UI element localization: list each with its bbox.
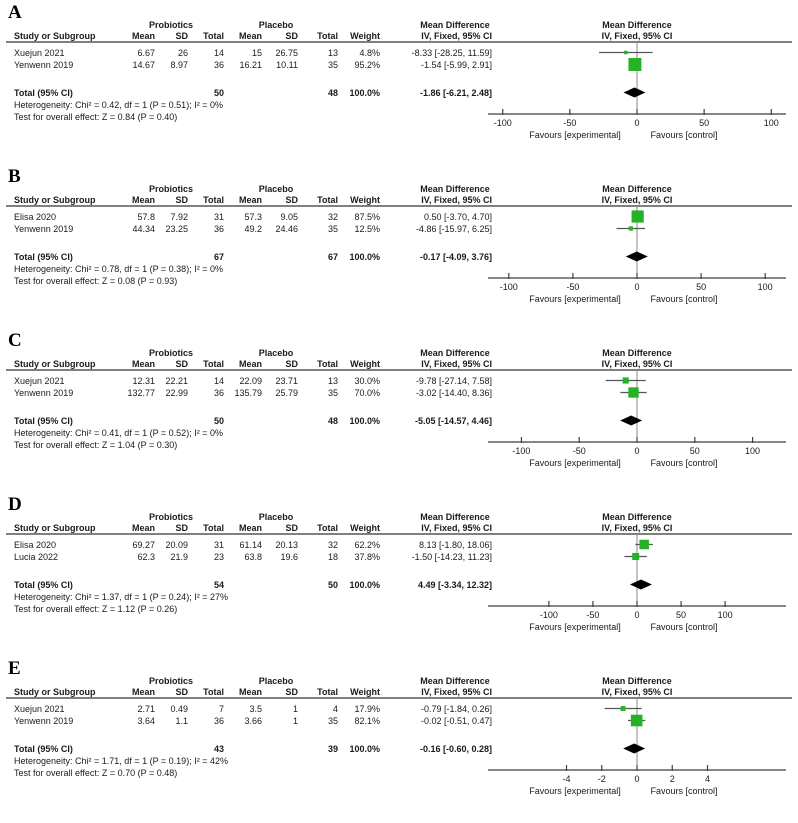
study-name: Lucia 2022 [14,552,59,562]
axis-tick-label: -50 [563,118,577,128]
study-ci-text: 0.50 [-3.70, 4.70] [423,212,492,222]
col-header-total1: Total [203,359,224,369]
panel-b-forest-plot [0,166,798,330]
study-mean-placebo: 57.3 [244,212,262,222]
study-weight: 4.8% [359,48,380,58]
col-group-effect: Mean Difference [420,184,490,194]
col-group-placebo: Placebo [258,20,294,30]
total-ci-text: -0.16 [-0.60, 0.28] [419,744,492,754]
study-total-placebo: 4 [332,704,338,714]
study-total-placebo: 35 [327,60,338,70]
plot-subtitle: IV, Fixed, 95% CI [601,195,673,205]
effect-square [629,226,633,230]
col-header-total1: Total [203,195,224,205]
col-header-weight: Weight [350,359,380,369]
col-header-study: Study or Subgroup [14,195,96,205]
study-sd-probiotics: 0.49 [170,704,188,714]
overall-effect-text: Test for overall effect: Z = 0.70 (P = 0.48) [14,768,178,778]
total-weight: 100.0% [349,580,380,590]
plot-subtitle: IV, Fixed, 95% CI [601,359,673,369]
plot-title: Mean Difference [602,184,672,194]
col-header-total2: Total [317,31,338,41]
study-mean-probiotics: 57.8 [137,212,155,222]
study-total-placebo: 35 [327,388,338,398]
total-diamond [626,252,648,262]
effect-square [631,715,643,727]
study-mean-probiotics: 132.77 [127,388,155,398]
effect-square [624,51,628,55]
axis-tick-label: 2 [669,774,675,784]
study-sd-probiotics: 8.97 [170,60,188,70]
axis-tick-label: -50 [586,610,600,620]
overall-effect-text: Test for overall effect: Z = 1.04 (P = 0.30) [14,440,178,450]
axis-tick-label: 50 [699,118,710,128]
study-sd-placebo: 1 [292,704,298,714]
axis-tick-label: 100 [757,282,773,292]
col-header-mean2: Mean [238,523,262,533]
study-sd-placebo: 9.05 [280,212,298,222]
heterogeneity-text: Heterogeneity: Chi² = 1.37, df = 1 (P = 0.24); I² = 27% [14,592,228,602]
axis-tick-label: -50 [572,446,586,456]
study-sd-probiotics: 1.1 [175,716,188,726]
col-group-effect: Mean Difference [420,348,490,358]
study-weight: 62.2% [354,540,380,550]
study-mean-probiotics: 14.67 [132,60,155,70]
plot-title: Mean Difference [602,20,672,30]
col-header-sd1: SD [175,195,188,205]
total-label: Total (95% CI) [14,416,73,426]
total-n-probiotics: 43 [213,744,224,754]
axis-tick-label: 100 [745,446,761,456]
study-ci-text: -0.02 [-0.51, 0.47] [420,716,492,726]
axis-tick-label: 0 [634,610,640,620]
effect-square [632,553,639,560]
study-name: Xuejun 2021 [14,376,65,386]
axis-tick-label: -100 [493,118,512,128]
heterogeneity-text: Heterogeneity: Chi² = 1.71, df = 1 (P = 0.19); I² = 42% [14,756,228,766]
axis-tick-label: 50 [676,610,687,620]
axis-tick-label: 50 [696,282,707,292]
study-name: Yenwenn 2019 [14,388,74,398]
panel-d-label: D [8,494,22,515]
col-group-placebo: Placebo [258,512,294,522]
col-header-mean2: Mean [238,359,262,369]
heterogeneity-text: Heterogeneity: Chi² = 0.78, df = 1 (P = 0.38); I² = 0% [14,264,223,274]
axis-tick-label: -100 [499,282,518,292]
panel-b-label: B [8,166,21,187]
panel-c [0,330,798,494]
col-header-mean1: Mean [131,195,155,205]
col-group-probiotics: Probiotics [148,512,194,522]
study-total-probiotics: 31 [213,540,224,550]
study-sd-placebo: 23.71 [275,376,298,386]
study-total-probiotics: 14 [213,376,224,386]
study-weight: 70.0% [354,388,380,398]
study-mean-placebo: 15 [251,48,262,58]
axis-tick-label: 0 [634,282,640,292]
total-weight: 100.0% [349,88,380,98]
study-total-placebo: 18 [327,552,338,562]
study-sd-probiotics: 7.92 [170,212,188,222]
study-name: Xuejun 2021 [14,48,65,58]
col-header-weight: Weight [350,687,380,697]
effect-square [623,377,629,383]
overall-effect-text: Test for overall effect: Z = 1.12 (P = 0.26) [14,604,178,614]
study-total-placebo: 35 [327,716,338,726]
plot-subtitle: IV, Fixed, 95% CI [601,687,673,697]
favours-experimental-label: Favours [experimental] [529,458,621,468]
study-name: Yenwenn 2019 [14,716,74,726]
study-mean-placebo: 49.2 [244,224,262,234]
effect-square [632,210,644,222]
study-total-probiotics: 14 [213,48,224,58]
study-weight: 12.5% [354,224,380,234]
study-sd-probiotics: 23.25 [165,224,188,234]
axis-tick-label: 50 [689,446,700,456]
total-n-placebo: 48 [327,88,338,98]
col-header-total1: Total [203,687,224,697]
study-mean-probiotics: 6.67 [137,48,155,58]
total-label: Total (95% CI) [14,88,73,98]
total-n-placebo: 48 [327,416,338,426]
total-label: Total (95% CI) [14,744,73,754]
favours-experimental-label: Favours [experimental] [529,294,621,304]
col-header-total2: Total [317,195,338,205]
col-header-study: Study or Subgroup [14,31,96,41]
study-weight: 87.5% [354,212,380,222]
study-ci-text: -3.02 [-14.40, 8.36] [415,388,492,398]
study-mean-placebo: 3.66 [244,716,262,726]
plot-subtitle: IV, Fixed, 95% CI [601,523,673,533]
col-header-mean1: Mean [131,523,155,533]
panel-e-label: E [8,658,21,679]
study-total-probiotics: 31 [213,212,224,222]
panel-e [0,658,798,822]
study-total-probiotics: 36 [213,60,224,70]
study-total-placebo: 13 [327,376,338,386]
effect-square [628,387,638,397]
effect-square [621,706,626,711]
study-total-probiotics: 36 [213,388,224,398]
study-total-placebo: 32 [327,212,338,222]
col-header-ci: IV, Fixed, 95% CI [421,195,492,205]
plot-title: Mean Difference [602,512,672,522]
study-total-probiotics: 36 [213,716,224,726]
study-mean-probiotics: 62.3 [137,552,155,562]
study-name: Yenwenn 2019 [14,224,74,234]
col-group-placebo: Placebo [258,348,294,358]
panel-d-forest-plot [0,494,798,658]
plot-title: Mean Difference [602,348,672,358]
total-ci-text: -1.86 [-6.21, 2.48] [419,88,492,98]
col-header-study: Study or Subgroup [14,523,96,533]
heterogeneity-text: Heterogeneity: Chi² = 0.42, df = 1 (P = 0.51); I² = 0% [14,100,223,110]
total-diamond [623,744,645,754]
study-ci-text: -1.54 [-5.99, 2.91] [420,60,492,70]
panel-d [0,494,798,658]
col-header-sd1: SD [175,687,188,697]
total-label: Total (95% CI) [14,580,73,590]
study-sd-placebo: 1 [292,716,298,726]
study-name: Yenwenn 2019 [14,60,74,70]
col-header-sd1: SD [175,523,188,533]
study-mean-probiotics: 44.34 [132,224,155,234]
col-group-probiotics: Probiotics [148,676,194,686]
plot-subtitle: IV, Fixed, 95% CI [601,31,673,41]
study-sd-placebo: 25.79 [275,388,298,398]
study-sd-probiotics: 20.09 [165,540,188,550]
study-total-probiotics: 7 [218,704,224,714]
study-ci-text: -8.33 [-28.25, 11.59] [411,48,492,58]
col-group-placebo: Placebo [258,184,294,194]
total-ci-text: 4.49 [-3.34, 12.32] [417,580,492,590]
col-header-sd1: SD [175,359,188,369]
total-diamond [624,88,646,98]
study-weight: 37.8% [354,552,380,562]
study-name: Elisa 2020 [14,540,57,550]
heterogeneity-text: Heterogeneity: Chi² = 0.41, df = 1 (P = 0.52); I² = 0% [14,428,223,438]
study-sd-placebo: 26.75 [275,48,298,58]
study-weight: 95.2% [354,60,380,70]
study-mean-placebo: 135.79 [234,388,262,398]
total-label: Total (95% CI) [14,252,73,262]
plot-title: Mean Difference [602,676,672,686]
study-weight: 30.0% [354,376,380,386]
study-name: Elisa 2020 [14,212,57,222]
study-total-placebo: 13 [327,48,338,58]
study-mean-probiotics: 2.71 [137,704,155,714]
axis-tick-label: 0 [634,118,640,128]
col-header-ci: IV, Fixed, 95% CI [421,359,492,369]
panel-e-forest-plot [0,658,798,822]
study-total-probiotics: 23 [213,552,224,562]
total-n-probiotics: 67 [213,252,224,262]
study-sd-probiotics: 26 [177,48,188,58]
axis-tick-label: -100 [512,446,531,456]
study-total-placebo: 35 [327,224,338,234]
total-diamond [630,580,652,590]
col-header-mean2: Mean [238,687,262,697]
study-mean-probiotics: 69.27 [132,540,155,550]
col-header-mean1: Mean [131,31,155,41]
study-sd-placebo: 24.46 [275,224,298,234]
study-mean-placebo: 22.09 [239,376,262,386]
col-group-effect: Mean Difference [420,20,490,30]
col-header-ci: IV, Fixed, 95% CI [421,687,492,697]
study-ci-text: -1.50 [-14.23, 11.23] [411,552,492,562]
col-group-placebo: Placebo [258,676,294,686]
study-ci-text: -0.79 [-1.84, 0.26] [420,704,492,714]
axis-tick-label: 0 [634,774,640,784]
effect-square [628,58,641,71]
col-header-ci: IV, Fixed, 95% CI [421,31,492,41]
axis-tick-label: -100 [539,610,558,620]
total-diamond [620,416,642,426]
axis-tick-label: 100 [717,610,733,620]
axis-tick-label: 4 [704,774,711,784]
favours-experimental-label: Favours [experimental] [529,130,621,140]
total-weight: 100.0% [349,416,380,426]
col-group-probiotics: Probiotics [148,20,194,30]
study-sd-probiotics: 21.9 [170,552,188,562]
total-ci-text: -0.17 [-4.09, 3.76] [419,252,492,262]
col-header-total2: Total [317,359,338,369]
total-n-placebo: 39 [327,744,338,754]
study-mean-placebo: 63.8 [244,552,262,562]
total-n-placebo: 50 [327,580,338,590]
favours-experimental-label: Favours [experimental] [529,622,621,632]
col-header-total2: Total [317,523,338,533]
study-ci-text: -4.86 [-15.97, 6.25] [415,224,492,234]
axis-tick-label: -50 [566,282,580,292]
total-n-placebo: 67 [327,252,338,262]
total-n-probiotics: 54 [213,580,224,590]
col-header-ci: IV, Fixed, 95% CI [421,523,492,533]
favours-control-label: Favours [control] [650,458,718,468]
study-sd-placebo: 20.13 [275,540,298,550]
axis-tick-label: -2 [597,774,606,784]
study-sd-placebo: 10.11 [276,60,298,70]
overall-effect-text: Test for overall effect: Z = 0.08 (P = 0.93) [14,276,178,286]
col-header-sd1: SD [175,31,188,41]
col-group-probiotics: Probiotics [148,348,194,358]
col-header-sd2: SD [285,523,298,533]
col-header-total1: Total [203,523,224,533]
panel-a [0,2,798,166]
col-header-mean1: Mean [131,687,155,697]
study-mean-placebo: 61.14 [239,540,262,550]
panel-a-label: A [8,2,22,23]
study-sd-probiotics: 22.21 [165,376,188,386]
study-mean-placebo: 3.5 [249,704,262,714]
study-ci-text: 8.13 [-1.80, 18.06] [418,540,492,550]
col-header-mean1: Mean [131,359,155,369]
col-group-effect: Mean Difference [420,512,490,522]
panel-b [0,166,798,330]
col-header-total2: Total [317,687,338,697]
favours-control-label: Favours [control] [650,130,718,140]
total-n-probiotics: 50 [213,416,224,426]
col-header-total1: Total [203,31,224,41]
col-header-study: Study or Subgroup [14,359,96,369]
study-total-placebo: 32 [327,540,338,550]
col-header-mean2: Mean [238,31,262,41]
study-weight: 82.1% [354,716,380,726]
favours-control-label: Favours [control] [650,294,718,304]
col-header-weight: Weight [350,523,380,533]
col-header-study: Study or Subgroup [14,687,96,697]
total-weight: 100.0% [349,252,380,262]
study-weight: 17.9% [354,704,380,714]
axis-tick-label: -4 [562,774,571,784]
total-ci-text: -5.05 [-14.57, 4.46] [414,416,492,426]
col-header-mean2: Mean [238,195,262,205]
panel-c-forest-plot [0,330,798,494]
col-group-probiotics: Probiotics [148,184,194,194]
col-header-sd2: SD [285,687,298,697]
favours-experimental-label: Favours [experimental] [529,786,621,796]
col-header-weight: Weight [350,31,380,41]
col-header-weight: Weight [350,195,380,205]
study-sd-probiotics: 22.99 [165,388,188,398]
total-weight: 100.0% [349,744,380,754]
col-group-effect: Mean Difference [420,676,490,686]
study-sd-placebo: 19.6 [280,552,298,562]
total-n-probiotics: 50 [213,88,224,98]
effect-square [639,540,649,550]
study-mean-placebo: 16.21 [239,60,262,70]
panel-c-label: C [8,330,22,351]
study-mean-probiotics: 3.64 [137,716,155,726]
panel-a-forest-plot [0,2,798,166]
study-ci-text: -9.78 [-27.14, 7.58] [415,376,492,386]
study-name: Xuejun 2021 [14,704,65,714]
axis-tick-label: 0 [634,446,640,456]
col-header-sd2: SD [285,31,298,41]
col-header-sd2: SD [285,359,298,369]
study-mean-probiotics: 12.31 [132,376,155,386]
favours-control-label: Favours [control] [650,622,718,632]
overall-effect-text: Test for overall effect: Z = 0.84 (P = 0.40) [14,112,178,122]
favours-control-label: Favours [control] [650,786,718,796]
study-total-probiotics: 36 [213,224,224,234]
col-header-sd2: SD [285,195,298,205]
axis-tick-label: 100 [763,118,779,128]
